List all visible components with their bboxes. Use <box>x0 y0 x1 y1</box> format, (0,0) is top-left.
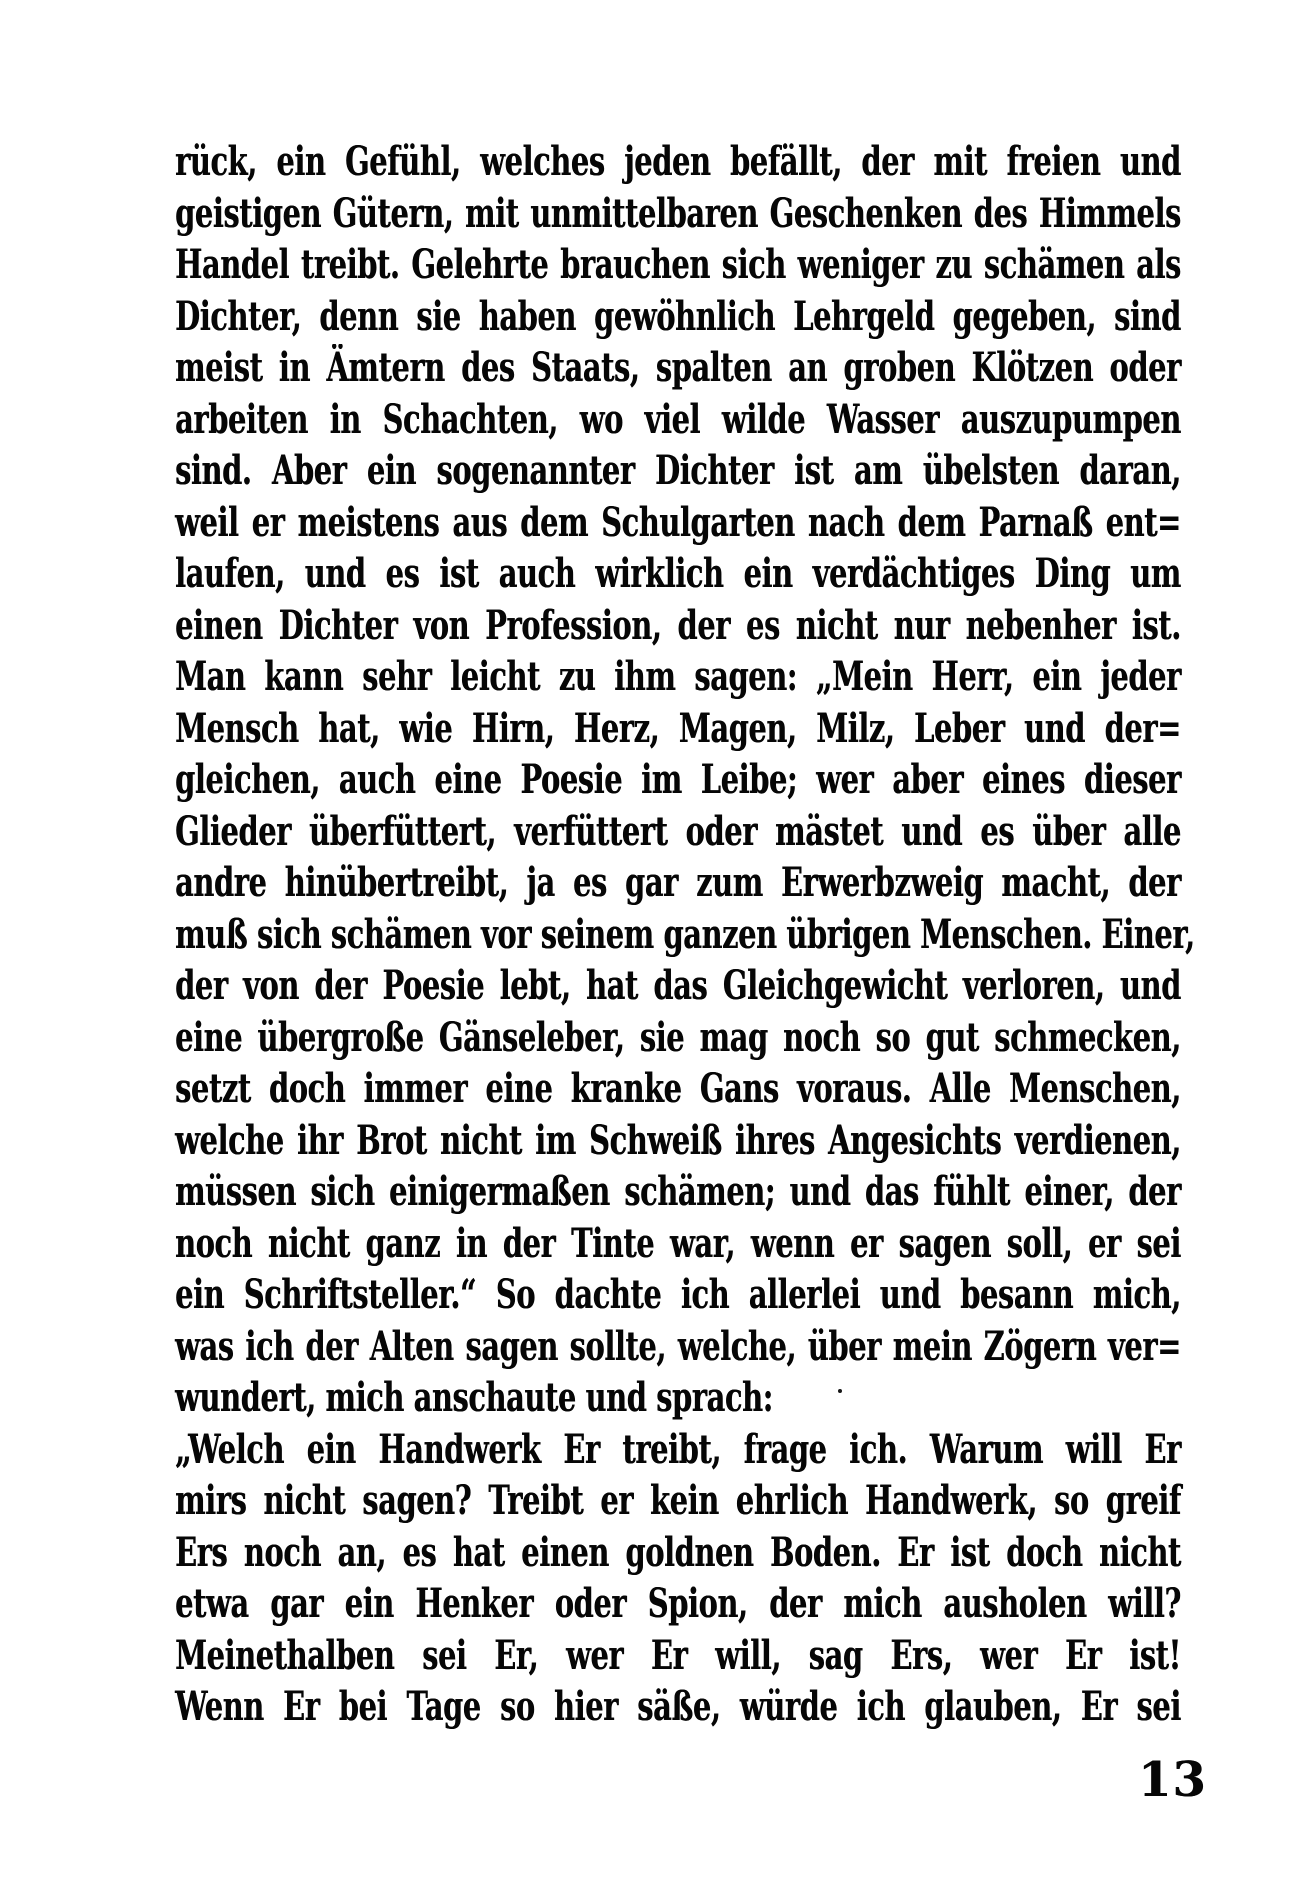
text-line: rück, ein Gefühl, welches jeden befällt, der mit freien und <box>175 138 1181 185</box>
text-line: muß sich schämen vor seinem ganzen übrigen Menschen. Einer, <box>175 910 1195 958</box>
text-line: der von der Poesie lebt, hat das Gleichgewicht verloren, und <box>175 962 1181 1009</box>
text-line: ein Schriftsteller.“ So dachte ich allerlei und besann mich, <box>175 1271 1181 1318</box>
text-line: gleichen, auch eine Poesie im Leibe; wer aber eines dieser <box>175 756 1181 803</box>
text-line: Mensch hat, wie Hirn, Herz, Magen, Milz, Leber und der= <box>175 704 1181 752</box>
text-line: noch nicht ganz in der Tinte war, wenn er sagen soll, er sei <box>175 1219 1181 1267</box>
text-line: sind. Aber ein sogenannter Dichter ist am übelsten daran, <box>175 447 1181 494</box>
text-line: Glieder überfüttert, verfüttert oder mästet und es über alle <box>175 807 1181 855</box>
text-line: welche ihr Brot nicht im Schweiß ihres Angesichts verdienen, <box>175 1116 1181 1164</box>
text-line: was ich der Alten sagen sollte, welche, über mein Zögern ver= <box>175 1322 1181 1370</box>
text-line: laufen, und es ist auch wirklich ein verdächtiges Ding um <box>175 550 1181 597</box>
text-line: geistigen Gütern, mit unmittelbaren Geschenken des Himmels <box>175 189 1181 237</box>
text-line-paragraph-end: wundert, mich anschaute und sprach: <box>175 1374 773 1421</box>
text-line: Handel treibt. Gelehrte brauchen sich weniger zu schämen als <box>175 241 1181 288</box>
text-line: mirs nicht sagen? Treibt er kein ehrlich Handwerk, so greif <box>175 1477 1181 1524</box>
ink-speck <box>838 1389 842 1393</box>
page-text <box>175 136 1195 1736</box>
text-line: meist in Ämtern des Staats, spalten an groben Klötzen oder <box>175 344 1181 391</box>
text-line: andre hinübertreibt, ja es gar zum Erwerbzweig macht, der <box>175 859 1181 906</box>
page-number: 13 <box>1138 1752 1207 1808</box>
text-line: setzt doch immer eine kranke Gans voraus. Alle Menschen, <box>175 1065 1181 1112</box>
text-line: Ers noch an, es hat einen goldnen Boden. Er ist doch nicht <box>175 1528 1181 1576</box>
text-line: Wenn Er bei Tage so hier säße, würde ich glauben, Er sei <box>175 1683 1181 1730</box>
text-line: „Welch ein Handwerk Er treibt, frage ich. Warum will Er <box>175 1425 1181 1473</box>
text-line: Man kann sehr leicht zu ihm sagen: „Mein Herr, ein jeder <box>175 653 1181 700</box>
text-line: Dichter, denn sie haben gewöhnlich Lehrgeld gegeben, sind <box>175 292 1181 340</box>
text-line: einen Dichter von Profession, der es nicht nur nebenher ist. <box>175 601 1181 649</box>
text-line: müssen sich einigermaßen schämen; und das fühlt einer, der <box>175 1168 1181 1215</box>
text-line: weil er meistens aus dem Schulgarten nach dem Parnaß ent= <box>175 498 1181 546</box>
text-line: eine übergroße Gänseleber, sie mag noch so gut schmecken, <box>175 1013 1181 1061</box>
text-line: arbeiten in Schachten, wo viel wilde Wasser auszupumpen <box>175 395 1181 443</box>
text-line: etwa gar ein Henker oder Spion, der mich ausholen will? <box>175 1580 1181 1627</box>
text-line: Meinethalben sei Er, wer Er will, sag Ers, wer Er ist! <box>175 1631 1181 1679</box>
